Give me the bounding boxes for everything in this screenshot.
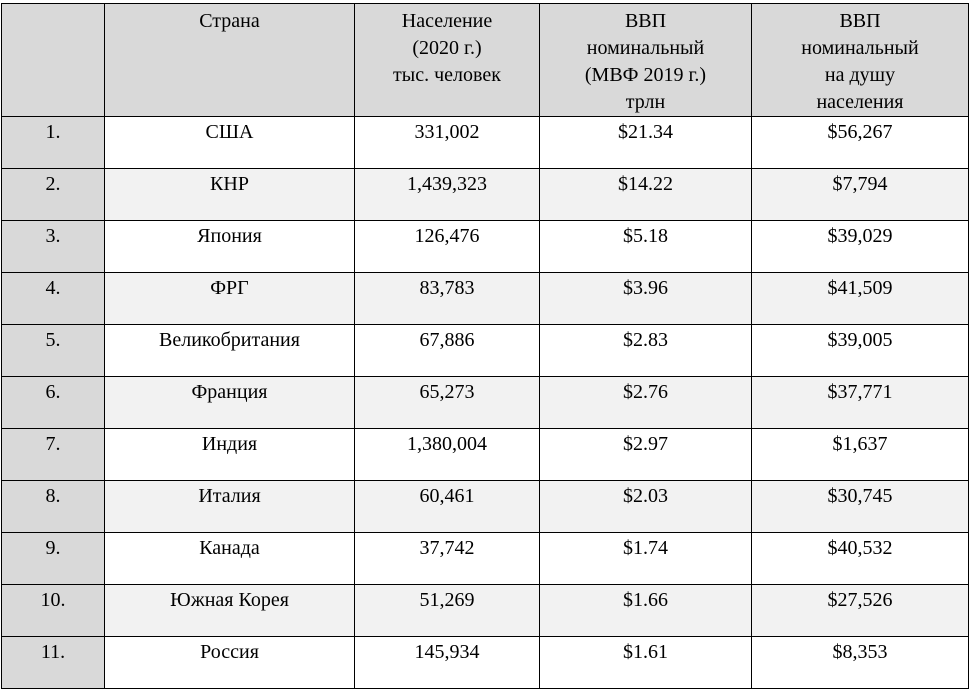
table-row xyxy=(2,377,969,429)
header-population-line-2: (2020 г.) xyxy=(412,37,482,59)
gdp-per-capita-cell: $30,745 xyxy=(752,481,969,533)
row-number: 7. xyxy=(2,429,105,481)
table-row xyxy=(2,273,969,325)
gdp-cell: $5.18 xyxy=(540,221,752,273)
gdp-cell: $14.22 xyxy=(540,169,752,221)
gdp-per-capita-cell: $27,526 xyxy=(752,585,969,637)
country-cell: КНР xyxy=(105,169,355,221)
country-cell: Италия xyxy=(105,481,355,533)
row-number: 4. xyxy=(2,273,105,325)
header-gdp-nominal xyxy=(540,4,752,117)
gdp-cell: $1.61 xyxy=(540,637,752,689)
row-number: 2. xyxy=(2,169,105,221)
population-cell: 60,461 xyxy=(355,481,540,533)
population-cell: 331,002 xyxy=(355,117,540,169)
population-cell: 83,783 xyxy=(355,273,540,325)
table-row xyxy=(2,585,969,637)
header-number xyxy=(2,4,105,117)
population-cell: 1,380,004 xyxy=(355,429,540,481)
header-gdp-line-1: ВВП xyxy=(624,10,667,32)
gdp-per-capita-cell: $8,353 xyxy=(752,637,969,689)
gdp-per-capita-cell: $1,637 xyxy=(752,429,969,481)
country-cell: Великобритания xyxy=(105,325,355,377)
gdp-cell: $21.34 xyxy=(540,117,752,169)
country-cell: Южная Корея xyxy=(105,585,355,637)
table-row xyxy=(2,481,969,533)
population-cell: 51,269 xyxy=(355,585,540,637)
header-gdppc-line-2: номинальный xyxy=(801,37,919,59)
country-cell: США xyxy=(105,117,355,169)
header-gdppc-line-1: ВВП xyxy=(839,10,881,32)
row-number: 1. xyxy=(2,117,105,169)
header-gdp-line-4: трлн xyxy=(625,91,666,113)
header-population xyxy=(355,4,540,117)
population-cell: 1,439,323 xyxy=(355,169,540,221)
gdp-per-capita-cell: $39,005 xyxy=(752,325,969,377)
country-cell: Россия xyxy=(105,637,355,689)
header-gdppc-line-4: населения xyxy=(816,91,904,113)
table-row xyxy=(2,533,969,585)
row-number: 9. xyxy=(2,533,105,585)
row-number: 6. xyxy=(2,377,105,429)
gdp-per-capita-cell: $39,029 xyxy=(752,221,969,273)
table-header-row xyxy=(2,4,969,117)
gdp-per-capita-cell: $40,532 xyxy=(752,533,969,585)
header-gdp-line-3: (МВФ 2019 г.) xyxy=(584,64,707,86)
gdp-cell: $2.97 xyxy=(540,429,752,481)
population-cell: 37,742 xyxy=(355,533,540,585)
row-number: 10. xyxy=(2,585,105,637)
header-country-label: Страна xyxy=(199,10,260,32)
country-cell: ФРГ xyxy=(105,273,355,325)
table-row xyxy=(2,221,969,273)
population-cell: 145,934 xyxy=(355,637,540,689)
header-country xyxy=(105,4,355,117)
country-cell: Франция xyxy=(105,377,355,429)
header-gdp-line-2: номинальный xyxy=(586,37,705,59)
gdp-cell: $1.66 xyxy=(540,585,752,637)
gdp-per-capita-cell: $41,509 xyxy=(752,273,969,325)
header-population-line-1: Население xyxy=(401,10,493,32)
header-gdppc-line-3: на душу xyxy=(824,64,896,86)
country-cell: Канада xyxy=(105,533,355,585)
gdp-table xyxy=(1,3,969,689)
gdp-per-capita-cell: $37,771 xyxy=(752,377,969,429)
population-cell: 126,476 xyxy=(355,221,540,273)
gdp-cell: $3.96 xyxy=(540,273,752,325)
country-cell: Япония xyxy=(105,221,355,273)
gdp-cell: $2.83 xyxy=(540,325,752,377)
gdp-cell: $2.03 xyxy=(540,481,752,533)
country-cell: Индия xyxy=(105,429,355,481)
row-number: 11. xyxy=(2,637,105,689)
row-number: 3. xyxy=(2,221,105,273)
population-cell: 65,273 xyxy=(355,377,540,429)
population-cell: 67,886 xyxy=(355,325,540,377)
table-row xyxy=(2,637,969,689)
table-row xyxy=(2,169,969,221)
gdp-cell: $1.74 xyxy=(540,533,752,585)
gdp-cell: $2.76 xyxy=(540,377,752,429)
gdp-per-capita-cell: $7,794 xyxy=(752,169,969,221)
row-number: 8. xyxy=(2,481,105,533)
gdp-per-capita-cell: $56,267 xyxy=(752,117,969,169)
header-gdp-per-capita xyxy=(752,4,969,117)
table-row xyxy=(2,429,969,481)
table-row xyxy=(2,117,969,169)
header-population-line-3: тыс. человек xyxy=(393,64,501,86)
row-number: 5. xyxy=(2,325,105,377)
table-row xyxy=(2,325,969,377)
